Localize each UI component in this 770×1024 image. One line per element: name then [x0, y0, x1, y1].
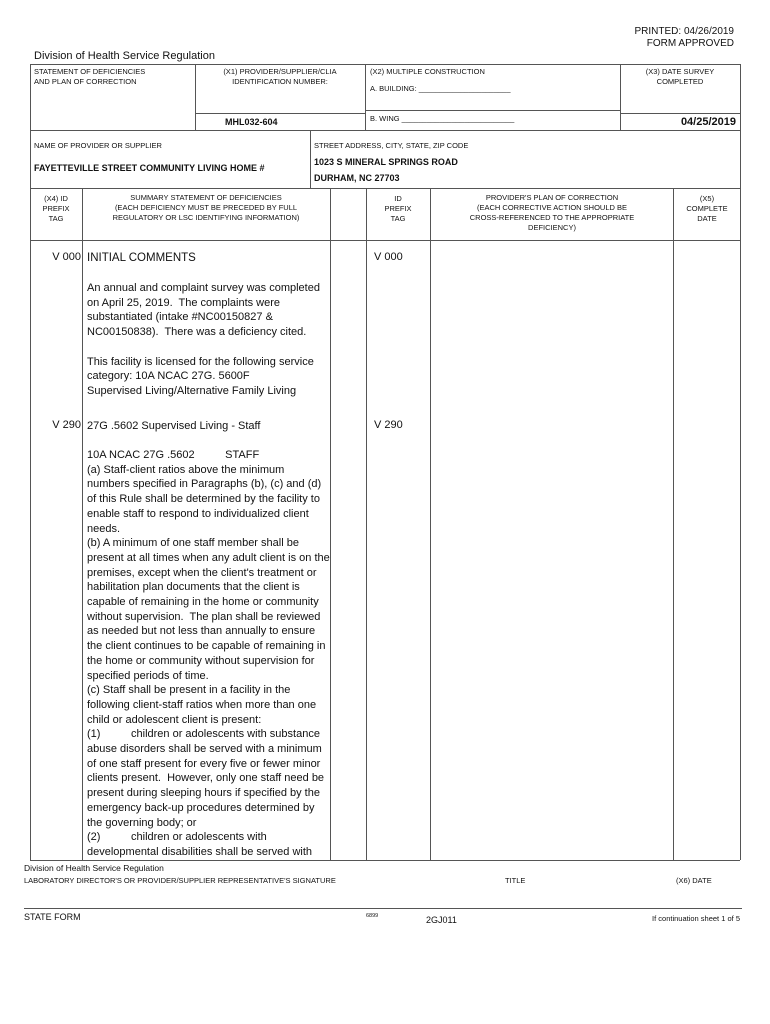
printed-date: PRINTED: 04/26/2019: [634, 26, 734, 37]
address-line2: DURHAM, NC 27703: [314, 173, 400, 183]
footer-agency: Division of Health Service Regulation: [24, 863, 164, 873]
continuation-sheet: If continuation sheet 1 of 5: [652, 914, 740, 923]
entry-id-tag: V 000: [374, 251, 403, 263]
col-id-header: ID PREFIX TAG: [384, 194, 412, 223]
date-label: (X6) DATE: [676, 876, 712, 885]
col-plan-header: PROVIDER'S PLAN OF CORRECTION (EACH CORRECTIVE ACTION SHOULD BE CROSS-REFERENCED TO THE APPROPRIATE DEFICIENCY): [469, 193, 635, 232]
entry-tag: V 000: [52, 251, 81, 263]
col-x4-header: (X4) ID PREFIX TAG: [42, 194, 70, 223]
signature-label: LABORATORY DIRECTOR'S OR PROVIDER/SUPPLIER REPRESENTATIVE'S SIGNATURE: [24, 876, 336, 885]
x1-label: (X1) PROVIDER/SUPPLIER/CLIA IDENTIFICATION NUMBER:: [223, 67, 337, 86]
address-label: STREET ADDRESS, CITY, STATE, ZIP CODE: [314, 141, 469, 150]
event-id: 2GJ011: [426, 915, 457, 925]
statement-label: STATEMENT OF DEFICIENCIES AND PLAN OF CORRECTION: [34, 67, 146, 86]
entry-heading: 27G .5602 Supervised Living - Staff: [87, 420, 261, 432]
col-summary-header: SUMMARY STATEMENT OF DEFICIENCIES (EACH DEFICIENCY MUST BE PRECEDED BY FULL REGULATORY OR LSC IDENTIFYING INFORMATION): [112, 193, 300, 222]
building-label: A. BUILDING: ______________________: [370, 84, 511, 93]
entry-id-tag: V 290: [374, 419, 403, 431]
x3-label: (X3) DATE SURVEY COMPLETED: [645, 67, 715, 86]
provider-label: NAME OF PROVIDER OR SUPPLIER: [34, 141, 162, 150]
state-form-label: STATE FORM: [24, 912, 81, 922]
x3-value: 04/25/2019: [680, 116, 736, 128]
title-label: TITLE: [505, 876, 526, 885]
address-line1: 1023 S MINERAL SPRINGS ROAD: [314, 157, 458, 167]
col-x5-header: (X5) COMPLETE DATE: [686, 194, 728, 223]
provider-name: FAYETTEVILLE STREET COMMUNITY LIVING HOME #: [34, 163, 265, 173]
form-code: 6899: [366, 913, 379, 919]
x1-value: MHL032-604: [225, 117, 278, 127]
agency-title: Division of Health Service Regulation: [34, 50, 215, 62]
entry-tag: V 290: [52, 419, 81, 431]
wing-label: B. WING ___________________________: [370, 114, 515, 123]
entry-heading: INITIAL COMMENTS: [87, 252, 196, 264]
form-approved: FORM APPROVED: [646, 38, 734, 49]
entry-text: An annual and complaint survey was completed on April 25, 2019. The complaints were substantiated (intake #NC00150827 & NC00150838). There was a deficiency cited. This facility is licensed for the following service category: 10A NCAC 27G. 5600F Supervised Living/Alternative Family Living: [87, 282, 320, 397]
entry-text: 10A NCAC 27G .5602 STAFF (a) Staff-client ratios above the minimum numbers specified in Paragraphs (b), (c) and (d) of this Rule shall be determined by the facility to enable staff to respond to individualized client needs. (b) A minimum of one staff member shall be present at all times when any adult client is on the premises, except when the client's treatment or habilitation plan documents that the client is capable of remaining in the home or community without supervision. The plan shall be reviewed as needed but not less than annually to ensure the client continues to be capable of remaining in the home or community without supervision for specified periods of time. (c) Staff shall be present in a facility in the following client-staff ratios when more than one child or adolescent client is present: (1) children or adolescents with substance abuse disorders shall be served with a minimum of one staff present for every five or fewer minor clients present. However, only one staff need be present during sleeping hours if specified by the emergency back-up procedures determined by the governing body; or (2) children or adolescents with developmental disabilities shall be served with: [87, 449, 330, 858]
x2-label: (X2) MULTIPLE CONSTRUCTION: [370, 67, 485, 76]
